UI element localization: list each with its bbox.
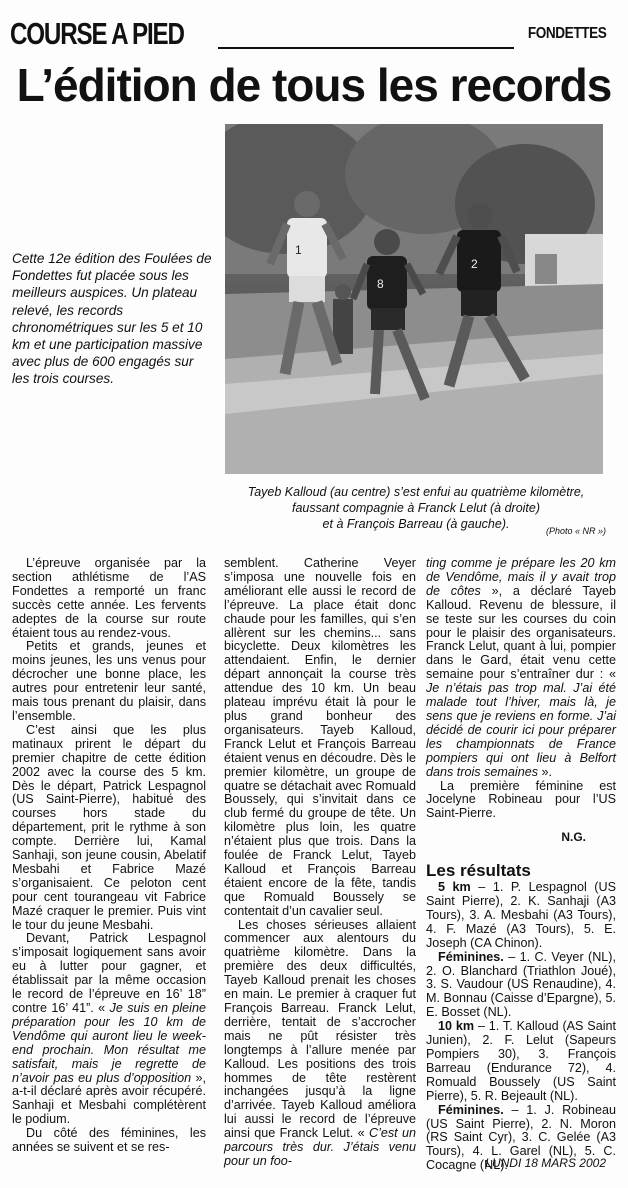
quote: ting comme je prépare les 20 km de Vendôme, mais il y avait trop de côtes (426, 556, 616, 598)
result-entry (426, 1020, 616, 1103)
paragraph: semblent. Catherine Veyer s’imposa une nouvelle fois en améliorant elle aussi le record de l’épreuve. La place était donc chaude pour les familles, qui s’en allèrent sur les chemins... sans bicyclette. Deux kilomètres les attendaient. Enfin, le dernier départ annonçait la course très attendue des 10 km. Un beau plateau imprévu était là pour le plus grand bonheur des organisateurs. Tayeb Kalloud, Franck Lelut et François Barreau étaient venus en découdre. Dès le premier kilomètre, un groupe de quatre se détachait avec Romuald Boussely, qui s’invitait dans ce club fermé du groupe de tête. Un kilomètre plus loin, les quatre n’étaient plus que trois. Dans la foulée de Franck Lelut, Tayeb Kalloud et François Barreau étaient encore de la fête, tandis que Romuald Boussely se contentait d’un cavalier seul. (224, 556, 416, 918)
photo-caption (226, 484, 606, 532)
author-signature: N.G. (561, 830, 586, 845)
publication-date: LUNDI 18 MARS 2002 (485, 1156, 606, 1170)
article-column-2 (224, 557, 416, 1169)
article-column-3 (426, 557, 616, 1173)
photo-credit: (Photo « NR ») (545, 526, 606, 536)
article-column-1 (12, 557, 206, 1155)
caption-line: faussant compagnie à Franck Lelut (à droite) (291, 501, 541, 515)
result-text: – 1. J. Robineau (US Saint Pierre), 2. N. Moron (RS Saint Cyr), 3. C. Gelée (A3 Tours), 4. L. Garel (NL), 5. C. Cocagne (NL). (426, 1102, 617, 1173)
paragraph: Du côté des féminines, les années se suivent et se res- (12, 1126, 206, 1155)
bib-center: 8 (377, 277, 384, 291)
result-entry (426, 951, 616, 1021)
result-text: – 1. P. Lespagnol (US Saint Pierre), 2. K. Sanhaji (A3 Tours), 3. A. Mesbahi (A3 Tours), 4. F. Mazé (A3 Tours), 5. E. Joseph (CA Chinon). (426, 880, 616, 950)
paragraph (426, 557, 616, 780)
rubric-rule (218, 47, 514, 49)
section-rubric: COURSE A PIED (10, 16, 184, 51)
result-heading: 5 km (438, 880, 471, 895)
result-heading: 10 km (438, 1019, 475, 1034)
paragraph: L’épreuve organisée par la section athlétisme de l’AS Fondettes a remporté un franc succès cette année. Les fervents adeptes de la course sur route étaient tous au rendez-vous. (12, 556, 206, 640)
result-text: – 1. C. Veyer (NL), 2. O. Blanchard (Triathlon Joué), 3. S. Vaudour (US Renaudine), 4. M. Bonnau (Caisse d’Epargne), 5. E. Bosset (NL). (426, 949, 616, 1020)
results-list (426, 881, 616, 1173)
result-heading: Féminines. (438, 1102, 504, 1117)
caption-line: Tayeb Kalloud (au centre) s’est enfui au quatrième kilomètre, (247, 485, 585, 499)
location-label: FONDETTES (527, 25, 606, 42)
race-photo (225, 124, 603, 474)
result-text: – 1. T. Kalloud (AS Saint Junien), 2. F. Lelut (Sapeurs Pompiers 30), 3. François Barreau (Endurance 72), 4. Romuald Boussely (US Saint Pierre), 5. R. Bejeault (NL). (426, 1019, 617, 1103)
runners-illustration (225, 124, 603, 474)
paragraph (12, 932, 206, 1127)
text: ». (541, 764, 553, 779)
bib-left: 1 (295, 243, 302, 257)
quote: C’est un parcours très dur. J’étais venu pour un foo- (224, 1126, 417, 1168)
headline: L’édition de tous les records (16, 59, 612, 111)
paragraph (224, 919, 416, 1169)
paragraph: Petits et grands, jeunes et moins jeunes, les uns venus pour décrocher une bonne place, les autres pour entretenir leur santé, mais tous prenant du plaisir, dans l’ensemble. (12, 639, 206, 723)
paragraph: C’est ainsi que les plus matinaux prirent le départ du premier chapitre de cette édition 2002 avec la course des 5 km. Dès le départ, Patrick Lespagnol (US Saint-Pierre), habitué des courses hors stade du département, prit le rythme à son compte. Derrière lui, Kamal Sanhaji, son jeune cousin, Abelatif Mesbahi et Fabrice Mazé s’organisaient. Ce peloton cent pour cent tourangeau vit Fabrice Mazé craquer le premier. Puis vint le tour du jeune Mesbahi. (12, 722, 206, 932)
results-title: Les résultats (426, 861, 531, 881)
intro-text: Cette 12e édition des Foulées de Fondettes fut placée sous les meilleurs auspices. Un plateau relevé, les records chronométriques sur les 5 et 10 km et une participation massive avec plus de 600 engagés sur les trois courses. (12, 251, 212, 387)
paragraph: La première féminine est Jocelyne Robineau pour l’US Saint-Pierre. (426, 778, 616, 821)
quote: Je n’étais pas trop mal. J’ai été malade tout l’hiver, mais là, je sens que je reviens en forme. J’ai décidé de courir ici pour préparer les championnats de France pompiers qui ont lieu à Belfort dans trois semaines (426, 681, 616, 779)
text: », a déclaré Tayeb Kalloud. Revenu de blessure, il se teste sur les courses du coin pour le plaisir des organisateurs. Franck Lelut, quant à lui, pompier dans le Gard, était venu cette semaine pour s’entraîner dur : « (426, 583, 617, 682)
text: Les choses sérieuses allaient commencer aux alentours du quatrième kilomètre. Dans la première des deux difficultés, Tayeb Kalloud prenait les choses en main. Le premier à craquer fut François Barreau. Franck Lelut, derrière, tentait de s’accrocher mais ne pût résister très longtemps à l’allure menée par Kalloud. Les positions des trois hommes de tête restèrent inchangées jusqu’à la ligne d’arrivée. Tayeb Kalloud améliora lui aussi le record de l’épreuve ainsi que Franck Lelut. « (224, 917, 416, 1141)
quote: Je suis en pleine préparation pour les 10 km de Vendôme qui auront lieu le week-end prochain. Mon résultat me satisfait, mais je regrette de n’avoir pas eu plus d’opposition (12, 1001, 206, 1085)
bib-right: 2 (471, 257, 478, 271)
text: Devant, Patrick Lespagnol s’imposait logiquement sans avoir eu à lutter pour gagner, et établissait par la même occasion le record de l’épreuve en 16’ 18” contre 16’ 41”. « (12, 931, 206, 1015)
result-entry (426, 881, 616, 951)
caption-line: et à François Barreau (à gauche). (322, 517, 510, 531)
result-heading: Féminines. (438, 949, 504, 964)
text: », a-t-il déclaré après avoir récupéré. Sanhaji et Mesbahi complétèrent le podium. (12, 1070, 207, 1127)
